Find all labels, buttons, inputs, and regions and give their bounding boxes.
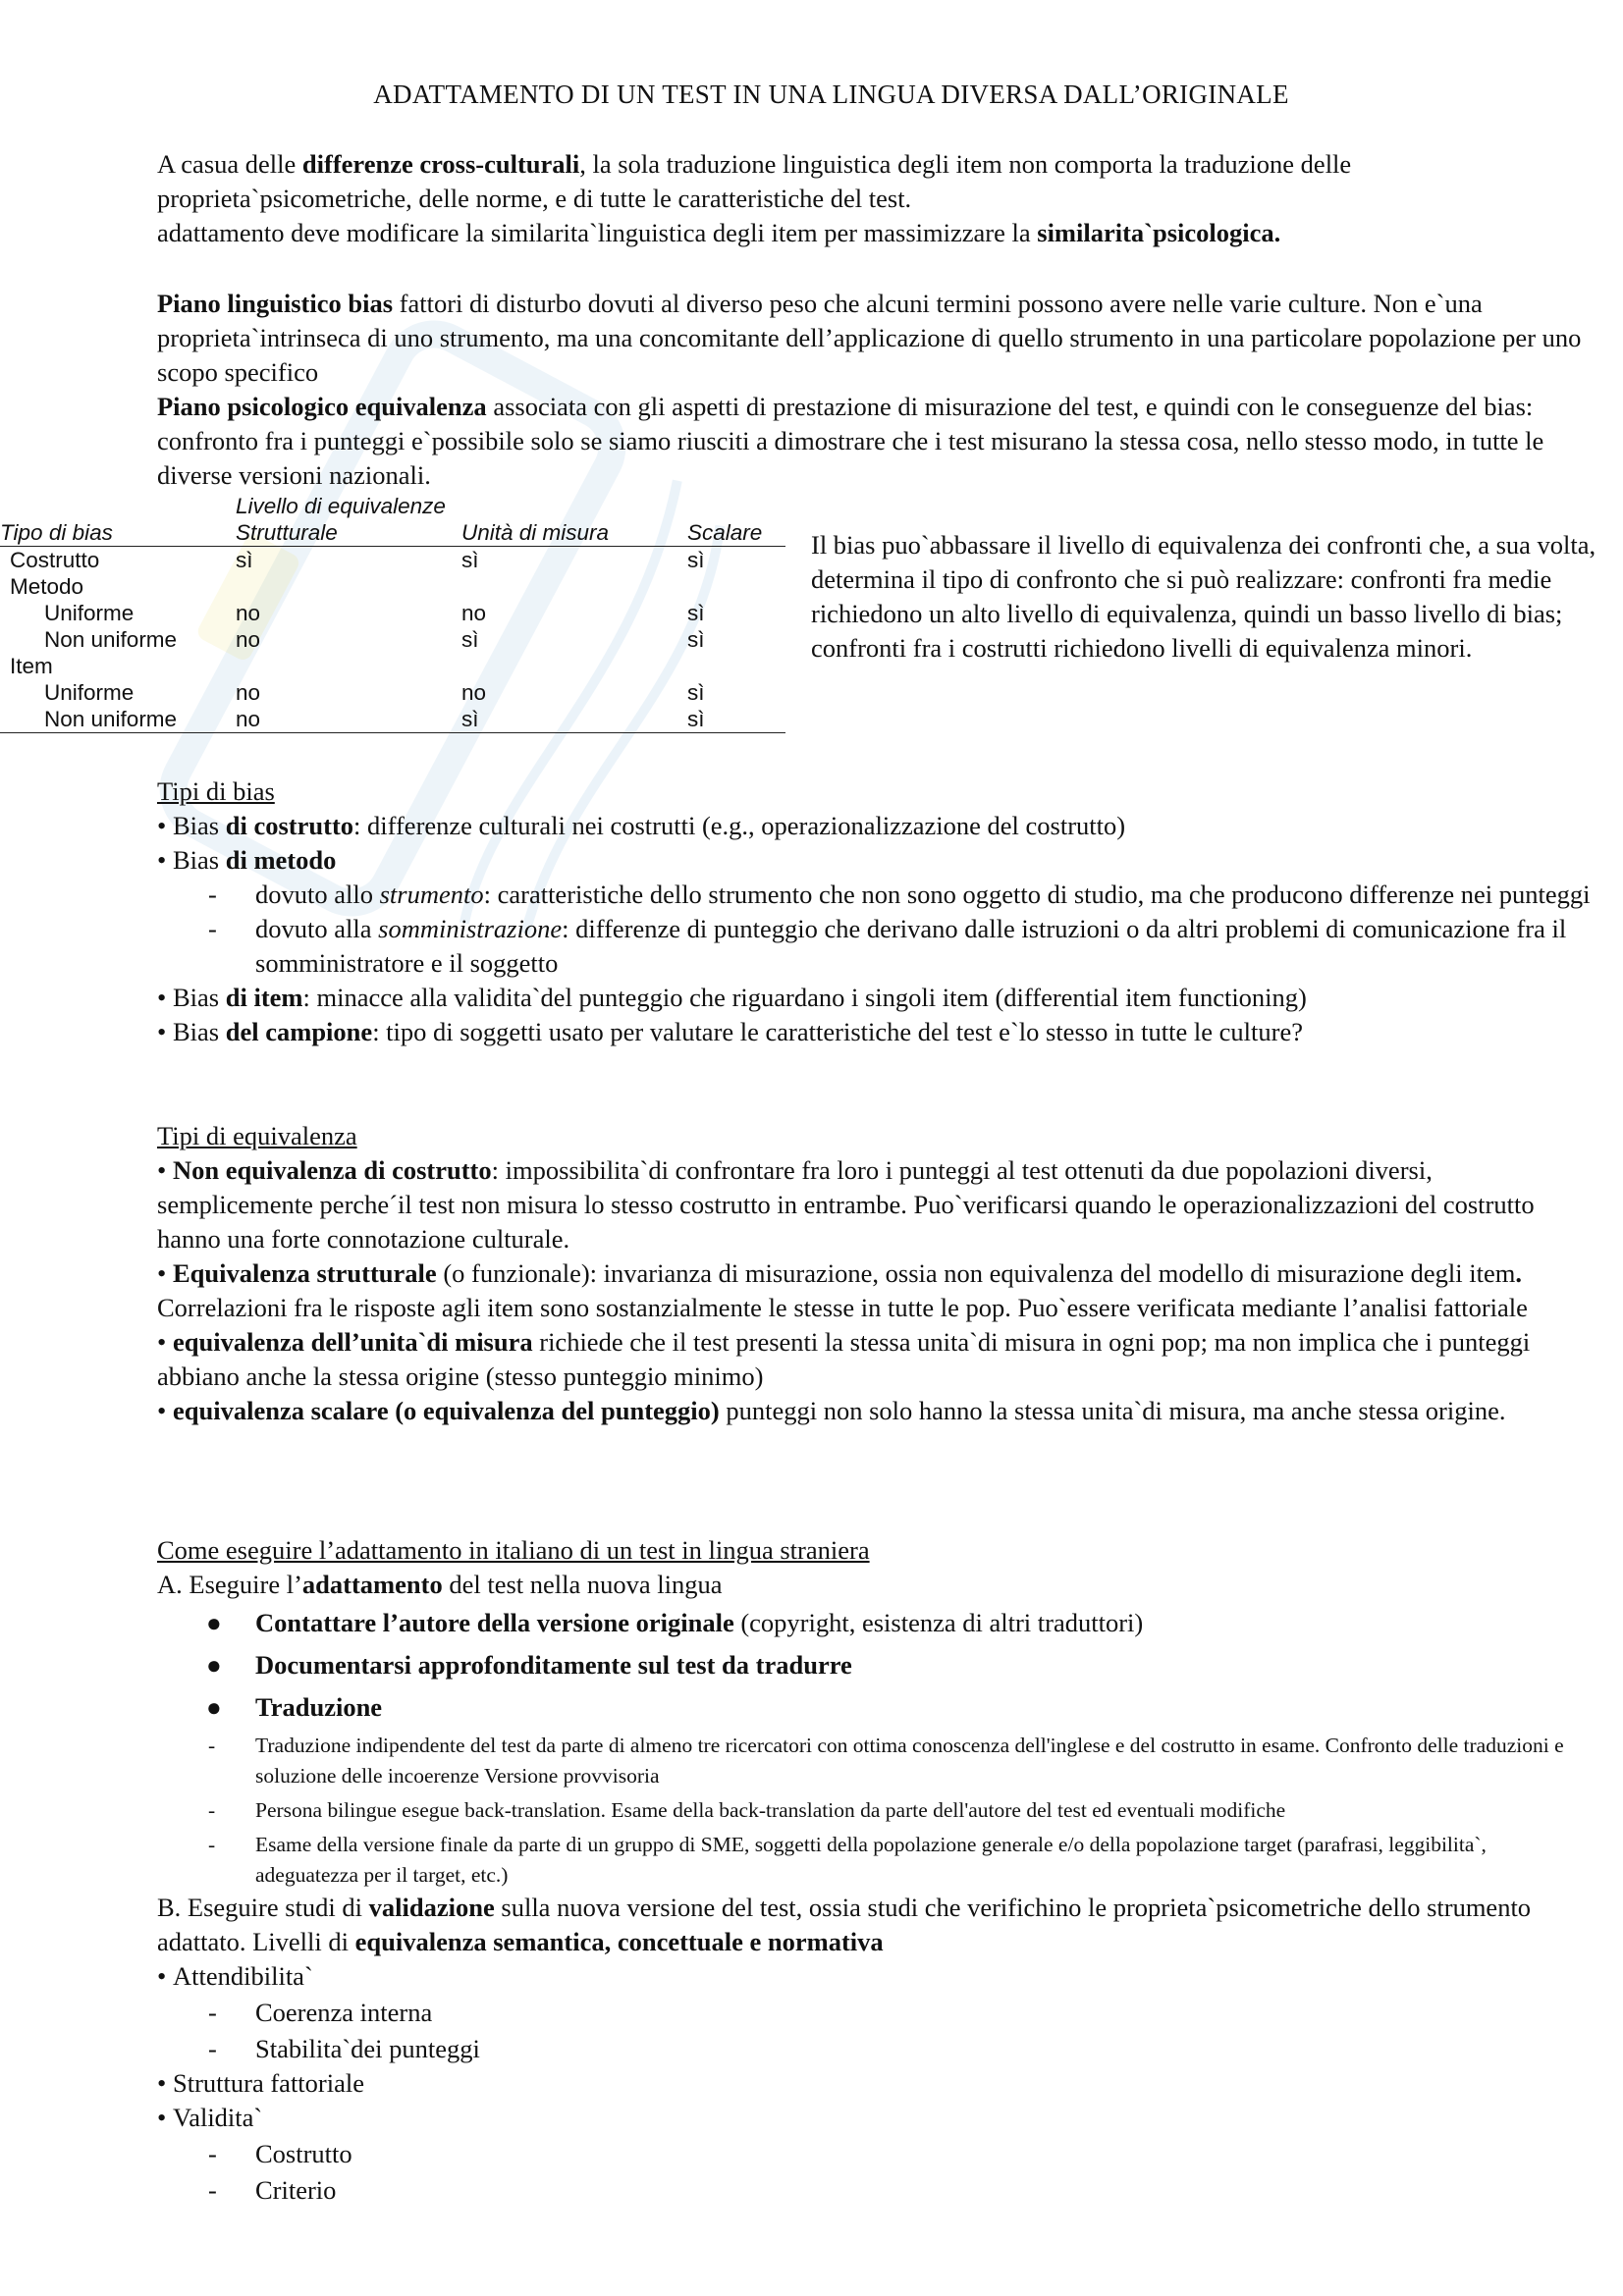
table-row xyxy=(0,573,785,600)
step-b: B. Eseguire studi di validazione sulla nuova versione del test, ossia studi che verifichino le proprieta`psicometriche dello strumento adattato. Livelli di equivalenza semantica, concettuale e normativa xyxy=(157,1893,1532,1956)
table-group-header: Livello di equivalenze xyxy=(236,494,446,518)
table-cell: no xyxy=(236,680,261,705)
table-cell: sì xyxy=(687,627,705,652)
table-row xyxy=(0,547,785,574)
list-item: ● Documentarsi approfonditamente sul test da tradurre xyxy=(206,1650,852,1680)
table-cell: sì xyxy=(687,548,705,572)
list-subitem: - dovuto allo strumento: caratteristiche dello strumento che non sono oggetto di studio, ma che producono differenze nei punteggi xyxy=(208,880,1591,909)
table-row xyxy=(0,626,785,653)
list-subitem: - Coerenza interna xyxy=(208,1998,433,2027)
table-cell xyxy=(236,573,461,600)
list-item: • Equivalenza strutturale (o funzionale): invarianza di misurazione, ossia non equivalenza del modello di misurazione degli item. Correlazioni fra le risposte agli item sono sostanzialmente le stesse in tutte le pop. Puo`essere verificata mediante l’analisi fattoriale xyxy=(157,1258,1528,1322)
table-row xyxy=(0,706,785,733)
table-cell: sì xyxy=(461,548,479,572)
intro-paragraph: A casua delle differenze cross-culturali, la sola traduzione linguistica degli item non comporta la traduzione delle proprieta`psicometriche, delle norme, e di tutte le caratteristiche del test. xyxy=(157,149,1352,213)
table-row-label: Costrutto xyxy=(10,548,100,572)
table-row-label: Non uniforme xyxy=(44,627,178,652)
table-cell: no xyxy=(461,601,487,625)
list-subitem: - Criterio xyxy=(208,2175,337,2205)
list-item: • Bias di costrutto: differenze culturali nei costrutti (e.g., operazionalizzazione del costrutto) xyxy=(157,811,1126,840)
table-row-label: Item xyxy=(10,654,53,678)
equivalence-types-section xyxy=(157,1119,1591,1428)
list-subitem: - dovuto alla somministrazione: differenze di punteggio che derivano dalle istruzioni o da altri problemi di comunicazione fra il somministratore e il soggetto xyxy=(208,914,1567,978)
table-cell: sì xyxy=(236,548,253,572)
section-heading: Come eseguire l’adattamento in italiano di un test in lingua straniera xyxy=(157,1535,870,1565)
list-subitem: - Stabilita`dei punteggi xyxy=(208,2034,480,2063)
table-cell: no xyxy=(461,680,487,705)
how-to-section xyxy=(157,1533,1591,2208)
intro-paragraph-2: adattamento deve modificare la similarita`linguistica degli item per massimizzare la similarita`psicologica. xyxy=(157,218,1281,247)
table-cell: no xyxy=(236,601,261,625)
list-item: • Validita` xyxy=(157,2103,263,2132)
list-item: • equivalenza dell’unita`di misura richiede che il test presenti la stessa unita`di misura in ogni pop; ma non implica che i punteggi abbiano anche la stessa origine (stesso punteggio minimo) xyxy=(157,1327,1531,1391)
table-cell: sì xyxy=(687,601,705,625)
table-row-label: Non uniforme xyxy=(0,706,236,733)
list-item: • Struttura fattoriale xyxy=(157,2068,364,2098)
table-cell: sì xyxy=(461,706,687,733)
table-cell xyxy=(687,573,785,600)
step-a: A. Eseguire l’adattamento del test nella nuova lingua xyxy=(157,1570,723,1599)
table-column-header: Scalare xyxy=(687,519,785,547)
list-subitem: - Costrutto xyxy=(208,2139,352,2168)
table-row-label: Metodo xyxy=(10,574,84,599)
table-cell xyxy=(236,653,461,679)
list-item: ● Traduzione xyxy=(206,1692,383,1722)
table-cell: no xyxy=(236,627,261,652)
table-row-label: Uniforme xyxy=(44,601,135,625)
list-item: • Bias di item: minacce alla validita`del punteggio che riguardano i singoli item (differential item functioning) xyxy=(157,983,1307,1012)
bias-types-section xyxy=(157,774,1591,1049)
page-title: ADATTAMENTO DI UN TEST IN UNA LINGUA DIVERSA DALL’ORIGINALE xyxy=(373,80,1289,109)
table-cell: sì xyxy=(687,680,705,705)
list-subitem: - Esame della versione finale da parte di un gruppo di SME, soggetti della popolazione generale e/o della popolazione target (parafrasi, leggibilita`, adeguatezza per il target, etc.) xyxy=(208,1833,1487,1887)
list-item: • Attendibilita` xyxy=(157,1961,313,1991)
list-subitem: - Traduzione indipendente del test da parte di almeno tre ricercatori con ottima conoscenza dell'inglese e del costrutto in esame. Confronto delle traduzioni e soluzione delle incoerenze Versione provvisoria xyxy=(208,1734,1564,1788)
table-cell: sì xyxy=(687,706,785,733)
table-row xyxy=(0,600,785,626)
table-column-header: Unità di misura xyxy=(461,519,687,547)
table-column-header: Tipo di bias xyxy=(0,519,236,547)
piano-section xyxy=(157,287,1591,493)
list-item: • Bias di metodo xyxy=(157,845,337,875)
table-row xyxy=(0,653,785,679)
table-column-header: Strutturale xyxy=(236,519,461,547)
section-heading: Tipi di equivalenza xyxy=(157,1121,357,1150)
list-item: • equivalenza scalare (o equivalenza del punteggio) punteggi non solo hanno la stessa unita`di misura, ma anche stessa origine. xyxy=(157,1396,1506,1425)
bias-note: Il bias puo`abbassare il livello di equivalenza dei confronti che, a sua volta, determina il tipo di confronto che si può realizzare: confronti fra medie richiedono un alto livello di equivalenza, quindi un basso livello di bias; confronti fra i costrutti richiedono livelli di equivalenza minori. xyxy=(811,530,1596,663)
piano-psicologico: Piano psicologico equivalenza associata con gli aspetti di prestazione di misurazione del test, e quindi con le conseguenze del bias: confronto fra i punteggi e`possibile solo se siamo riusciti a dimostrare che i test misurano la stessa cosa, nello stesso modo, in tutte le diverse versioni nazionali. xyxy=(157,392,1544,490)
table-cell: sì xyxy=(461,627,479,652)
list-item: ● Contattare l’autore della versione originale (copyright, esistenza di altri traduttori) xyxy=(206,1608,1144,1637)
list-item: • Bias del campione: tipo di soggetti usato per valutare le caratteristiche del test e`lo stesso in tutte le culture? xyxy=(157,1017,1303,1046)
table-cell xyxy=(461,573,687,600)
table-cell xyxy=(461,653,687,679)
intro-section xyxy=(157,147,1591,250)
table-row xyxy=(0,679,785,706)
section-heading: Tipi di bias xyxy=(157,776,275,806)
list-item: • Non equivalenza di costrutto: impossibilita`di confrontare fra loro i punteggi al test ottenuti da due popolazioni diversi, semplicemente perche´il test non misura lo stesso costrutto in entrambe. Puo`verificarsi quando le operazionalizzazioni del costrutto hanno una forte connotazione culturale. xyxy=(157,1155,1535,1254)
list-subitem: - Persona bilingue esegue back-translation. Esame della back-translation da parte dell'autore del test ed eventuali modifiche xyxy=(208,1798,1286,1822)
table-cell xyxy=(687,653,785,679)
piano-linguistico: Piano linguistico bias fattori di disturbo dovuti al diverso peso che alcuni termini possono avere nelle varie culture. Non e`una proprieta`intrinseca di uno strumento, ma una concomitante dell’applicazione di quello strumento in una particolare popolazione per uno scopo specifico xyxy=(157,289,1582,387)
table-cell: no xyxy=(236,706,461,733)
bias-equivalence-table xyxy=(0,493,785,733)
table-row-label: Uniforme xyxy=(44,680,135,705)
